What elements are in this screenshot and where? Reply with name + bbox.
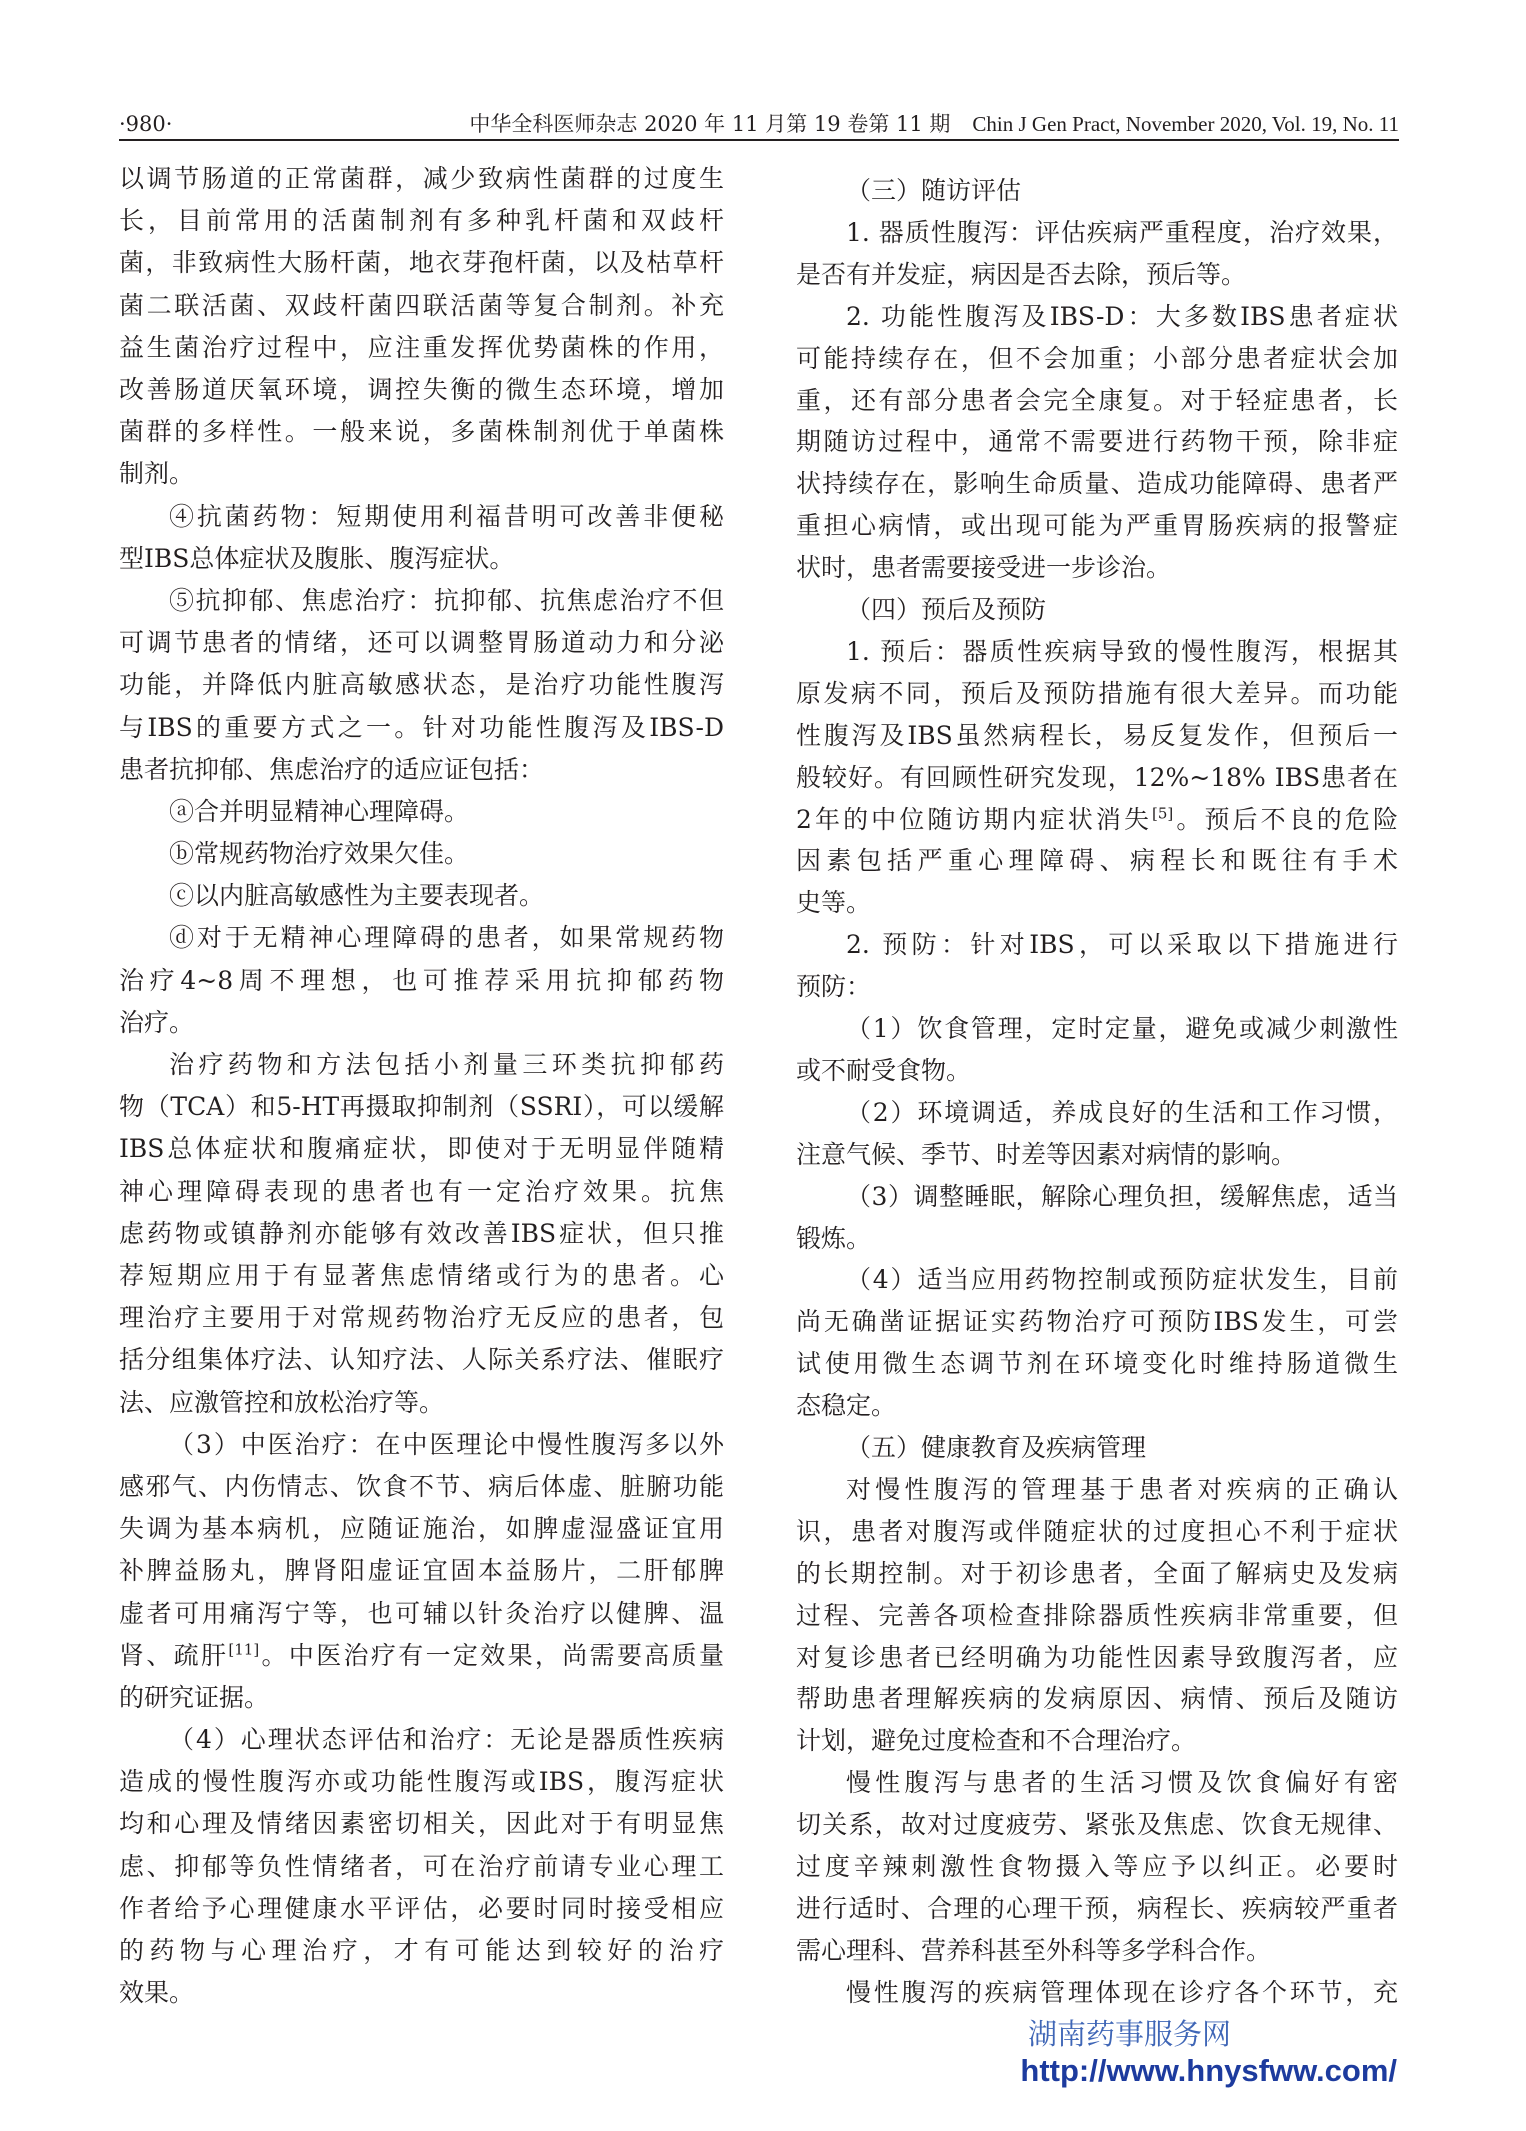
text-line: 性腹泻及IBS虽然病程长，易反复发作，但预后一 [796, 720, 1398, 750]
text-line: 尚无确凿证据证实药物治疗可预防IBS发生，可尝 [796, 1307, 1398, 1337]
text-line: 态稳定。 [796, 1391, 897, 1421]
text-run: 。预后不良的危险 [1173, 804, 1398, 834]
running-header [119, 110, 1399, 138]
text-line: 重，还有部分患者会完全康复。对于轻症患者，长 [796, 385, 1398, 415]
text-line: 法、应激管控和放松治疗等。 [119, 1387, 445, 1417]
text-line: 补脾益肠丸，脾肾阳虚证宜固本益肠片，二肝郁脾 [119, 1556, 724, 1586]
text-line: 可能持续存在，但不会加重；小部分患者症状会加 [796, 343, 1398, 373]
text-line: 以调节肠道的正常菌群，减少致病性菌群的过度生 [119, 164, 724, 193]
watermark-site-name: 湖南药事服务网 [1028, 2017, 1232, 2051]
text-line: （4）适当应用药物控制或预防症状发生，目前 [846, 1265, 1398, 1295]
text-line: 菌二联活菌、双歧杆菌四联活菌等复合制剂。补充 [119, 290, 724, 320]
text-line: 效果。 [119, 1978, 195, 2008]
text-line: 对慢性腹泻的管理基于患者对疾病的正确认 [846, 1474, 1398, 1504]
text-line: 的研究证据。 [119, 1682, 270, 1712]
text-line: 状时，患者需要接受进一步诊治。 [796, 553, 1172, 583]
section-heading: （五）健康教育及疾病管理 [846, 1433, 1147, 1462]
text-line: ⓐ合并明显精神心理障碍。 [169, 796, 470, 826]
text-line: 患者抗抑郁、焦虑治疗的适应证包括： [119, 754, 545, 784]
text-line: （3）调整睡眠，解除心理负担，缓解焦虑，适当 [846, 1181, 1398, 1211]
text-line: 需心理科、营养科甚至外科等多学科合作。 [796, 1935, 1272, 1965]
text-line: 造成的慢性腹泻亦或功能性腹泻或IBS，腹泻症状 [119, 1767, 724, 1797]
text-line: 1. 器质性腹泻：评估疾病严重程度，治疗效果， [846, 217, 1398, 247]
text-line: 的药物与心理治疗，才有可能达到较好的治疗 [119, 1936, 724, 1965]
text-line: 过度辛辣刺激性食物摄入等应予以纠正。必要时 [796, 1852, 1398, 1881]
text-line: 或不耐受食物。 [796, 1055, 972, 1085]
text-line: 慢性腹泻的疾病管理体现在诊疗各个环节，充 [846, 1977, 1398, 2007]
text-line: 的长期控制。对于初诊患者，全面了解病史及发病 [796, 1558, 1398, 1588]
text-line: 重担心病情，或出现可能为严重胃肠疾病的报警症 [796, 511, 1398, 541]
text-line: （2）环境调适，养成良好的生活和工作习惯， [846, 1097, 1398, 1127]
text-line: 期随访过程中，通常不需要进行药物干预，除非症 [796, 427, 1398, 457]
text-line: 因素包括严重心理障碍、病程长和既往有手术 [796, 846, 1398, 876]
text-line: 菌群的多样性。一般来说，多菌株制剂优于单菌株 [119, 417, 724, 447]
text-line: 过程、完善各项检查排除器质性疾病非常重要，但 [796, 1600, 1398, 1630]
text-line: 锻炼。 [796, 1223, 872, 1253]
text-line: 均和心理及情绪因素密切相关，因此对于有明显焦 [119, 1809, 724, 1839]
text-line: 治疗。 [119, 1007, 195, 1037]
text-line: 计划，避免过度检查和不合理治疗。 [796, 1726, 1197, 1756]
text-line: （1）饮食管理，定时定量，避免或减少刺激性 [846, 1014, 1398, 1043]
text-line: 般较好。有回顾性研究发现，12%~18% IBS患者在 [796, 762, 1398, 792]
text-line: 改善肠道厌氧环境，调控失衡的微生态环境，增加 [119, 374, 724, 404]
text-line: 2. 预防：针对IBS，可以采取以下措施进行 [846, 930, 1398, 960]
text-line: 切关系，故对过度疲劳、紧张及焦虑、饮食无规律、 [796, 1810, 1398, 1840]
journal-citation-cn: 中华全科医师杂志 2020 年 11 月第 19 卷第 11 期 [469, 112, 951, 136]
text-line: 益生菌治疗过程中，应注重发挥优势菌株的作用， [119, 332, 724, 362]
text-run: 。中医治疗有一定效果，尚需要高质量 [259, 1640, 724, 1670]
text-line: 原发病不同，预后及预防措施有很大差异。而功能 [796, 678, 1398, 708]
text-line: 失调为基本病机，应随证施治，如脾虚湿盛证宜用 [119, 1514, 724, 1544]
text-line: 物（TCA）和5-HT再摄取抑制剂（SSRI），可以缓解 [119, 1092, 724, 1122]
text-line: ⓑ常规药物治疗效果欠佳。 [169, 839, 470, 868]
text-line: 虑药物或镇静剂亦能够有效改善IBS症状，但只推 [119, 1218, 724, 1248]
page-number: ·980· [119, 112, 173, 136]
text-line: 可调节患者的情绪，还可以调整胃肠道动力和分泌 [119, 628, 724, 658]
text-line: 注意气候、季节、时差等因素对病情的影响。 [796, 1139, 1297, 1169]
text-line [796, 799, 1398, 841]
text-line: 作者给予心理健康水平评估，必要时同时接受相应 [119, 1893, 724, 1923]
text-line: ⑤抗抑郁、焦虑治疗：抗抑郁、抗焦虑治疗不但 [169, 585, 724, 615]
text-line: 1. 预后：器质性疾病导致的慢性腹泻，根据其 [846, 636, 1398, 666]
text-line: 与IBS的重要方式之一。针对功能性腹泻及IBS-D [119, 712, 724, 742]
text-line: 帮助患者理解疾病的发病原因、病情、预后及随访 [796, 1684, 1398, 1714]
citation-superscript: [11] [228, 1640, 260, 1659]
text-line: 预防： [796, 972, 872, 1002]
text-line: 菌，非致病性大肠杆菌，地衣芽孢杆菌，以及枯草杆 [119, 248, 724, 278]
text-line: 2. 功能性腹泻及IBS-D：大多数IBS患者症状 [846, 301, 1398, 331]
text-line: ⓓ对于无精神心理障碍的患者，如果常规药物 [169, 923, 724, 953]
text-line: 治疗药物和方法包括小剂量三环类抗抑郁药 [169, 1050, 724, 1079]
text-line: IBS总体症状和腹痛症状，即使对于无明显伴随精 [119, 1134, 724, 1164]
text-line: 括分组集体疗法、认知疗法、人际关系疗法、催眠疗 [119, 1345, 724, 1375]
watermark-url: http://www.hnysfww.com/ [1020, 2053, 1397, 2088]
text-line: 慢性腹泻与患者的生活习惯及饮食偏好有密 [846, 1768, 1398, 1798]
text-line: 型IBS总体症状及腹胀、腹泻症状。 [119, 543, 515, 573]
journal-citation [469, 110, 1399, 138]
header-rule [119, 139, 1399, 141]
text-line: 神心理障碍表现的患者也有一定治疗效果。抗焦 [119, 1176, 724, 1206]
text-line: 虚者可用痛泻宁等，也可辅以针灸治疗以健脾、温 [119, 1598, 724, 1628]
citation-superscript: [5] [1152, 804, 1174, 823]
section-heading: （四）预后及预防 [846, 595, 1047, 624]
text-line: 对复诊患者已经明确为功能性因素导致腹泻者，应 [796, 1642, 1398, 1672]
text-line: 是否有并发症，病因是否去除，预后等。 [796, 259, 1247, 289]
text-line: 感邪气、内伤情志、饮食不节、病后体虚、脏腑功能 [119, 1471, 724, 1501]
right-column [796, 150, 1398, 2018]
text-line: 功能，并降低内脏高敏感状态，是治疗功能性腹泻 [119, 670, 724, 700]
text-run: 2年的中位随访期内症状消失 [796, 804, 1153, 834]
text-line: 虑、抑郁等负性情绪者，可在治疗前请专业心理工 [119, 1851, 724, 1881]
text-line [119, 1635, 724, 1677]
text-line: ⓒ以内脏高敏感性为主要表现者。 [169, 881, 545, 911]
text-line: ④抗菌药物：短期使用利福昔明可改善非便秘 [169, 501, 724, 531]
text-line: 荐短期应用于有显著焦虑情绪或行为的患者。心 [119, 1260, 724, 1290]
text-line: 识，患者对腹泻或伴随症状的过度担心不利于症状 [796, 1516, 1398, 1546]
text-line: 治疗4~8周不理想，也可推荐采用抗抑郁药物 [119, 965, 724, 995]
text-line: 进行适时、合理的心理干预，病程长、疾病较严重者 [796, 1893, 1398, 1923]
text-line: 制剂。 [119, 459, 195, 489]
text-line: （3）中医治疗：在中医理论中慢性腹泻多以外 [169, 1429, 724, 1459]
text-line: 史等。 [796, 888, 872, 918]
text-line: 状持续存在，影响生命质量、造成功能障碍、患者严 [796, 469, 1398, 499]
journal-citation-en: Chin J Gen Pract, November 2020, Vol. 19, No. 11 [972, 112, 1399, 136]
left-column [119, 150, 724, 2018]
text-line: 长，目前常用的活菌制剂有多种乳杆菌和双歧杆 [119, 206, 724, 236]
text-run: 肾、疏肝 [119, 1640, 229, 1670]
text-line: （4）心理状态评估和治疗：无论是器质性疾病 [169, 1725, 724, 1754]
section-heading: （三）随访评估 [846, 176, 1022, 205]
text-line: 试使用微生态调节剂在环境变化时维持肠道微生 [796, 1349, 1398, 1379]
text-line: 理治疗主要用于对常规药物治疗无反应的患者，包 [119, 1303, 724, 1333]
